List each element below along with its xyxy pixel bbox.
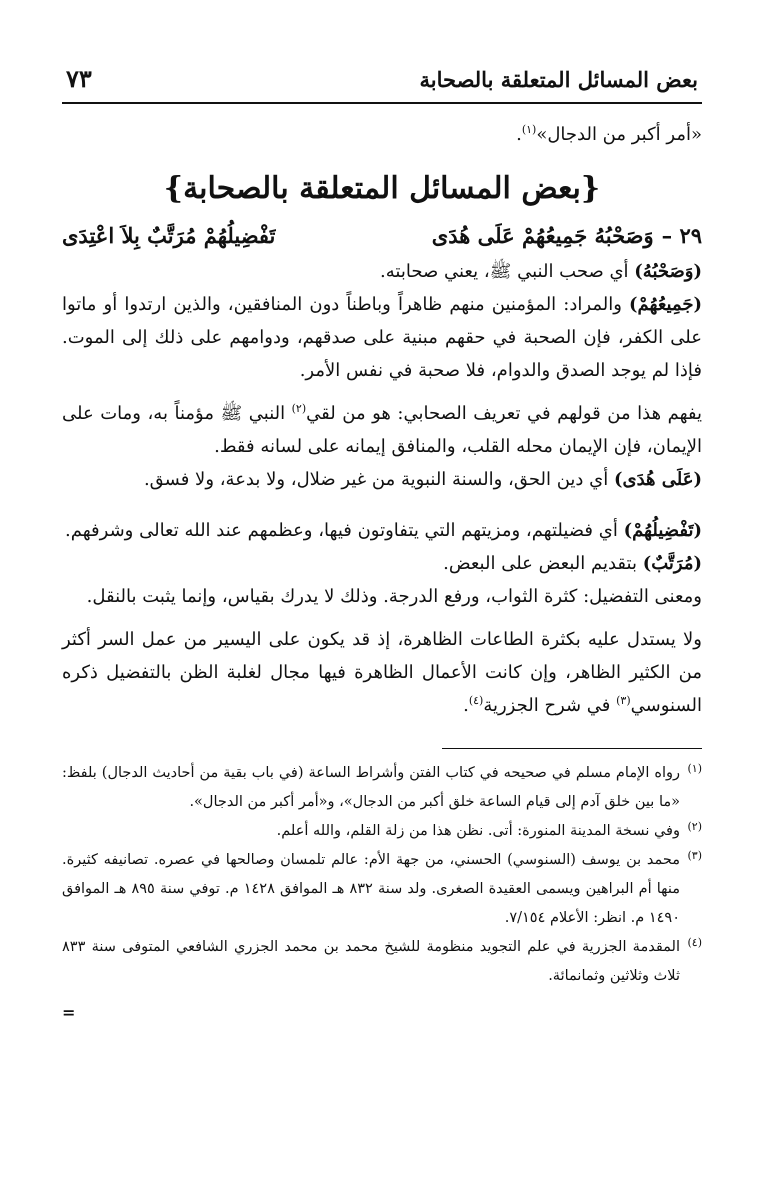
footnote-number: (١) [687, 762, 702, 775]
footnotes [62, 759, 702, 991]
footnote-item [62, 846, 702, 933]
paragraph-text: . [463, 695, 469, 716]
footnote-ref[interactable]: (٤) [468, 694, 484, 707]
term: (وَصَحْبُهُ) [634, 261, 702, 282]
intro-line [62, 118, 702, 151]
paragraph-text: بتقديم البعض على البعض. [443, 553, 643, 574]
footnote-number: (٢) [687, 820, 702, 833]
footnote-text: رواه الإمام مسلم في صحيحه في كتاب الفتن وأشراط الساعة (في باب بقية من أحاديث الدجال) بلفظ: «ما بين خلق آدم إلى قيام الساعة خلق أكبر من الدجال»، و«أمر أكبر من الدجال». [62, 765, 680, 810]
paragraph-text: يفهم هذا من قولهم في تعريف الصحابي: هو من لقي [306, 403, 702, 424]
paragraph-text: ولا يستدل عليه بكثرة الطاعات الظاهرة، إذ قد يكون على اليسير من عمل السر أكثر من الكثير الظاهر، وإن كانت الأعمال الظاهرة فيها مجال لغلبة الظن بالتفضيل ذكره السنوسي [62, 629, 702, 716]
intro-tail: . [516, 124, 522, 145]
footnote-text: محمد بن يوسف (السنوسي) الحسني، من جهة الأم: عالم تلمسان وصالحها في عصره. تصانيفه كثيرة. منها أم البراهين ويسمى العقيدة الصغرى. ولد سنة ٨٣٢ هـ الموافق ١٤٢٨ م. توفي سنة ٨٩٥ هـ الموافق ١٤٩٠ م. انظر: الأعلام ٧/١٥٤. [62, 852, 680, 926]
verse-number: ٢٩ – [661, 223, 702, 248]
intro-text: «أمر أكبر من الدجال» [536, 124, 702, 145]
paragraph-text: أي دين الحق، والسنة النبوية من غير ضلال، ولا بدعة، ولا فسق. [143, 469, 614, 490]
term: (تَفْضِيلُهُمْ) [623, 520, 702, 541]
paragraph-text: النبي ﷺ مؤمناً به، ومات على الإيمان، فإن الإيمان محله القلب، والمنافق إيمانه على لسانه فقط. [62, 403, 702, 457]
footnote-item [62, 933, 702, 991]
footnote-item [62, 759, 702, 817]
footnote-text: وفي نسخة المدينة المنورة: أتى. نظن هذا من زلة القلم، والله أعلم. [276, 823, 680, 839]
term: (عَلَى هُدَى) [613, 469, 702, 490]
verse-hemistich-second: تَفْضِيلُهُمْ مُرَتَّبٌ بِلاَ اعْتِدَى [62, 223, 276, 248]
page-number: ٧٣ [66, 64, 92, 93]
footnote-ref[interactable]: (٢) [291, 402, 307, 415]
paragraph [62, 463, 702, 496]
paragraph [62, 547, 702, 580]
book-page [62, 64, 702, 1022]
running-header [62, 64, 702, 104]
running-title: بعض المسائل المتعلقة بالصحابة [419, 67, 698, 92]
paragraph [62, 255, 702, 288]
paragraph [62, 623, 702, 722]
paragraph [62, 580, 702, 613]
footnote-ref[interactable]: (٣) [616, 694, 631, 707]
paragraph-text: والمراد: المؤمنين منهم ظاهراً وباطناً دون المنافقين، والذين ارتدوا أو ماتوا على الكفر، فإن الصحبة في حقهم مبنية على صدقهم، ودوامهم على ذلك إلى الموت. فإذا لم يوجد الصدق والدوام، فلا صحبة في نفس الأمر. [62, 294, 702, 381]
term: (جَمِيعُهُمْ) [629, 294, 702, 315]
end-mark: = [62, 1003, 76, 1022]
section-heading: {بعض المسائل المتعلقة بالصحابة} [163, 171, 601, 206]
footnote-item [62, 817, 702, 846]
paragraph-text: أي صحب النبي ﷺ، يعني صحابته. [380, 261, 635, 282]
verse-hemistich-first: وَصَحْبُهُ جَمِيعُهُمْ عَلَى هُدَى [431, 223, 654, 248]
paragraph-text: في شرح الجزرية [483, 695, 617, 716]
poem-verse [62, 217, 702, 255]
term: (مُرَتَّبٌ) [642, 553, 702, 574]
footnote-text: المقدمة الجزرية في علم التجويد منظومة للشيخ محمد بن محمد الجزري الشافعي المتوفى سنة ٨٣٣ ثلاث وثلاثين وثمانمائة. [62, 939, 680, 984]
footnote-number: (٣) [687, 849, 702, 862]
paragraph [62, 514, 702, 547]
paragraph [62, 397, 702, 463]
paragraph-text: أي فضيلتهم، ومزيتهم التي يتفاوتون فيها، وعظمهم عند الله تعالى وشرفهم. [65, 520, 624, 541]
footnote-ref[interactable]: (١) [521, 123, 537, 136]
paragraph-text: ومعنى التفضيل: كثرة الثواب، ورفع الدرجة. وذلك لا يدرك بقياس، وإنما يثبت بالنقل. [86, 586, 702, 607]
footnote-divider [442, 748, 702, 749]
footnote-number: (٤) [687, 936, 702, 949]
paragraph [62, 288, 702, 387]
